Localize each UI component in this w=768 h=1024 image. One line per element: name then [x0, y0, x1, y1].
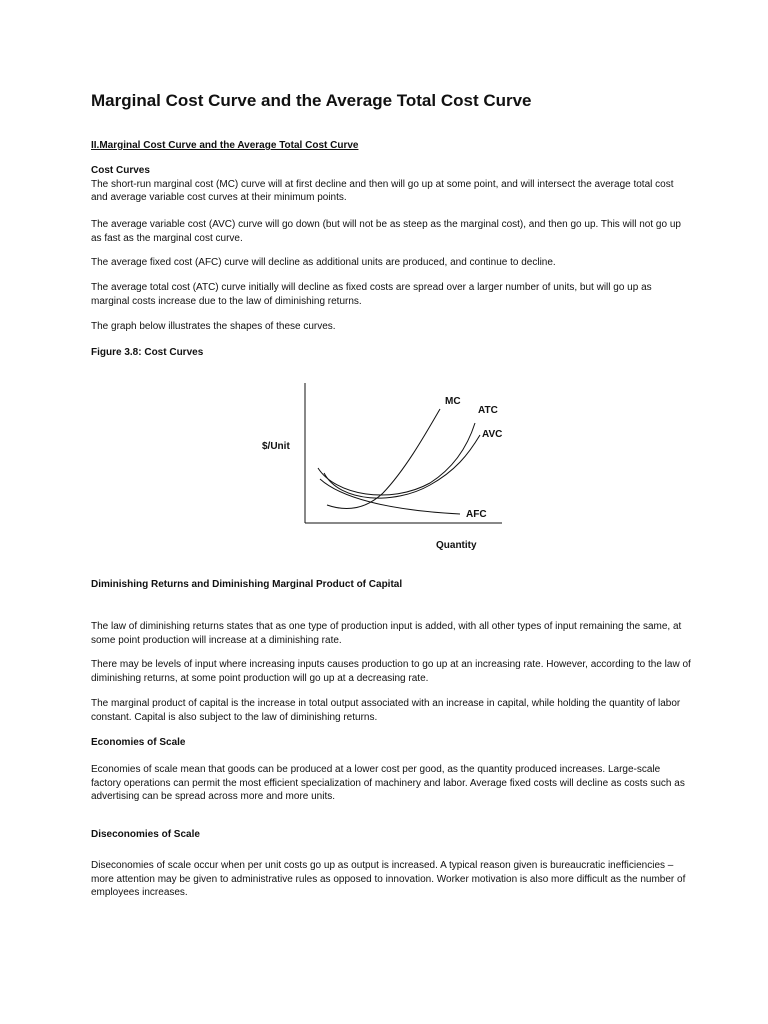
atc-curve [318, 423, 475, 495]
economies-paragraph-1: Economies of scale mean that goods can be produced at a lower cost per good, as the quantity produced increases. Large-scale factory operations can permit the most efficient specialization of machinery and labor. Average fixed costs will decline as costs such as advertising can be spread across more and more units. [91, 764, 685, 802]
diseconomies-paragraph-1: Diseconomies of scale occur when per unit costs go up as output is increased. A typical reason given is bureaucratic inefficiencies – more attention may be given to administrative rules as opposed to innovation. Worker motivation is also more difficult as the number of employees increases. [91, 860, 686, 898]
diseconomies-heading: Diseconomies of Scale [91, 829, 200, 840]
cost-curves-paragraph-1 [91, 164, 691, 205]
cost-curves-heading: Cost Curves [91, 165, 150, 176]
cost-curves-paragraph-2: The average variable cost (AVC) curve will go down (but will not be as steep as the marginal cost), and then go up. This will not go up as fast as the marginal cost curve. [91, 219, 681, 244]
avc-curve [324, 435, 480, 498]
series-label-avc: AVC [482, 429, 503, 440]
cost-curves-paragraph-4: The average total cost (ATC) curve initially will decline as fixed costs are spread over a larger number of units, but will go up as marginal costs increase due to the law of diminishing returns. [91, 282, 652, 307]
diminishing-heading: Diminishing Returns and Diminishing Marginal Product of Capital [91, 579, 403, 590]
diminishing-paragraph-2: There may be levels of input where increasing inputs causes production to go up at an increasing rate. However, according to the law of diminishing returns, at some point production will go up at a decreasing rate. [91, 659, 691, 684]
diminishing-paragraph-1: The law of diminishing returns states that as one type of production input is added, with all other types of input remaining the same, at some point production will increase at a diminishing rate. [91, 621, 682, 646]
cost-curves-chart [240, 375, 540, 560]
y-axis-label: $/Unit [262, 441, 290, 452]
figure-caption: Figure 3.8: Cost Curves [91, 347, 204, 358]
economies-heading: Economies of Scale [91, 737, 186, 748]
cost-curves-paragraph-5: The graph below illustrates the shapes of these curves. [91, 321, 336, 332]
x-axis-label: Quantity [436, 540, 477, 551]
page-title: Marginal Cost Curve and the Average Total Cost Curve [91, 91, 532, 110]
cost-curves-text-1: The short-run marginal cost (MC) curve will at first decline and then will go up at some point, and will intersect the average total cost and average variable cost curves at their minimum points. [91, 178, 674, 203]
cost-curves-paragraph-3: The average fixed cost (AFC) curve will decline as additional units are produced, and continue to decline. [91, 257, 556, 268]
diminishing-paragraph-3: The marginal product of capital is the increase in total output associated with an increase in capital, while holding the quantity of labor constant. Capital is also subject to the law of diminishing returns. [91, 698, 681, 723]
series-label-atc: ATC [478, 405, 498, 416]
afc-curve [320, 479, 460, 514]
series-label-mc: MC [445, 396, 461, 407]
section-heading: II.Marginal Cost Curve and the Average Total Cost Curve [91, 140, 359, 151]
series-label-afc: AFC [466, 509, 487, 520]
